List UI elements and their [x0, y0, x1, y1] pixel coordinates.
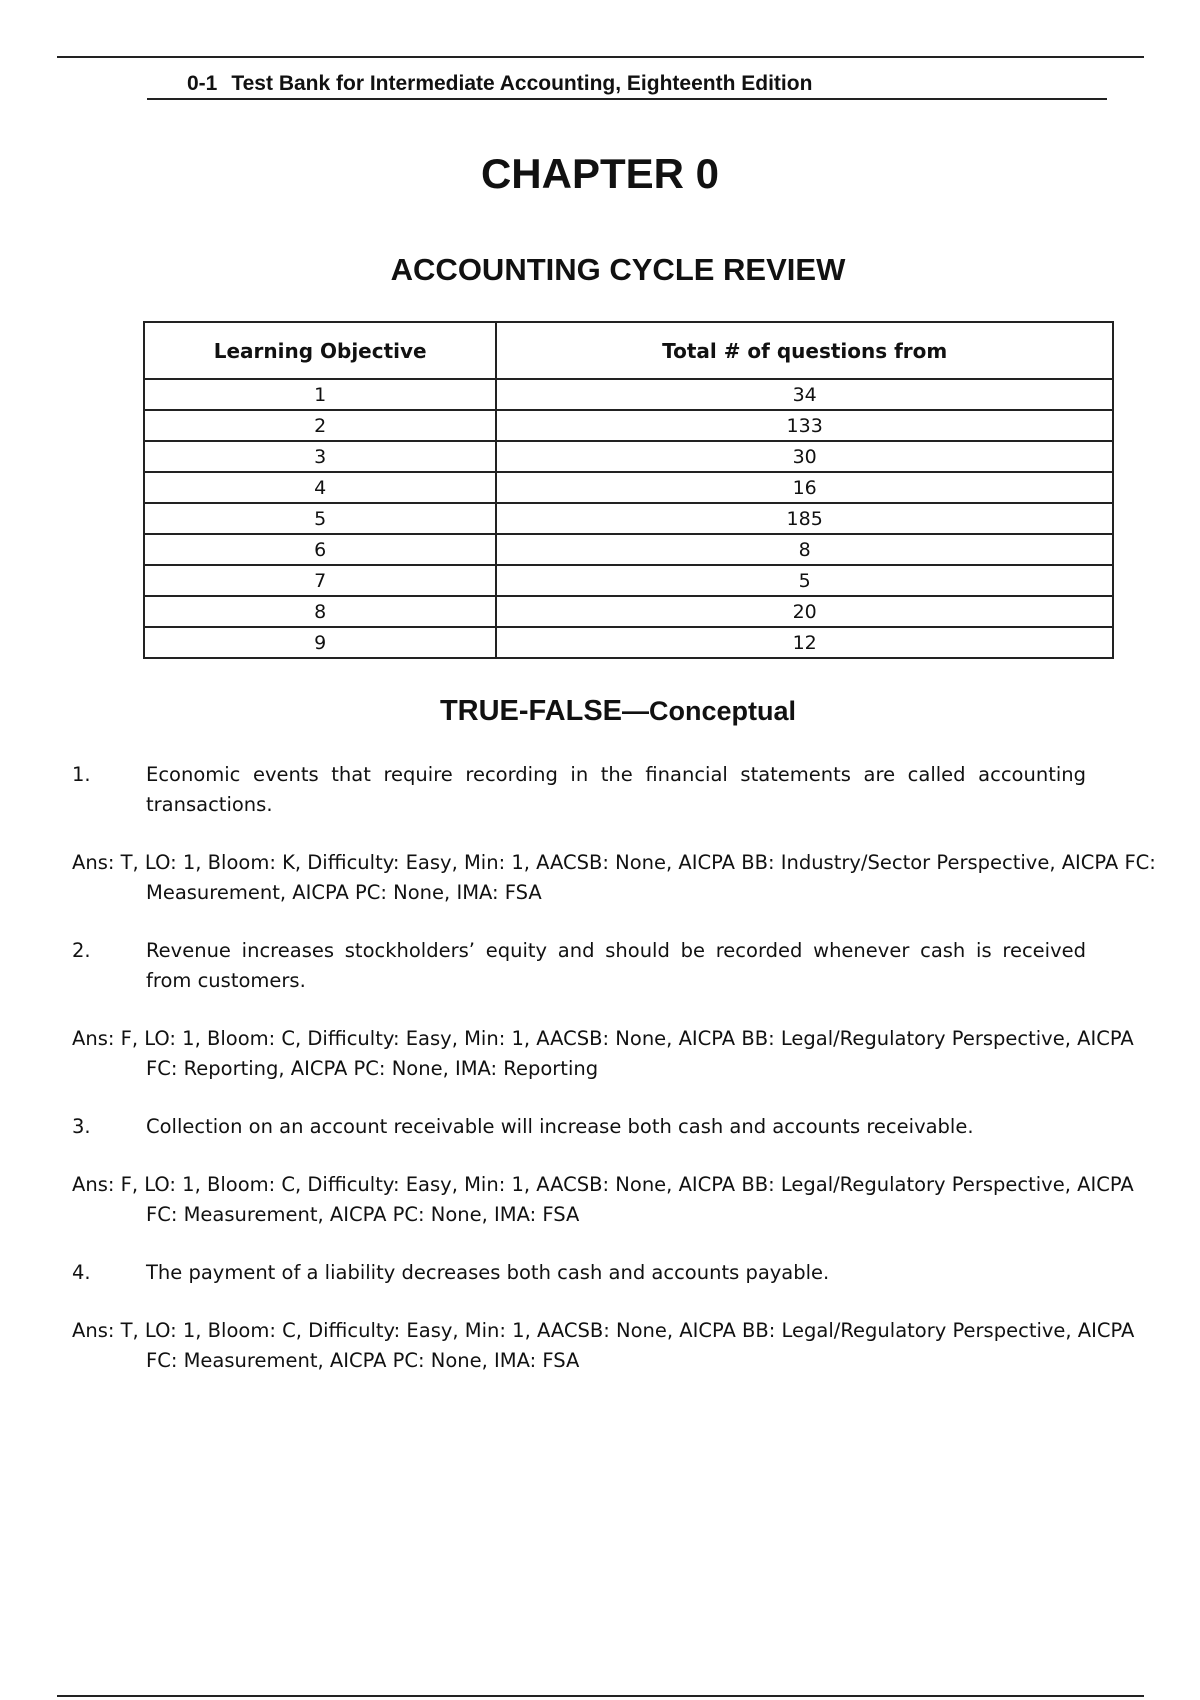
learning-objective-table	[143, 321, 1114, 659]
count-cell: 34	[496, 379, 1113, 410]
section-title: TRUE-FALSE	[439, 695, 623, 727]
header-learning-objective: Learning Objective	[144, 322, 496, 379]
question-text: The payment of a liability decreases both cash and accounts payable.	[146, 1261, 830, 1284]
count-cell: 8	[496, 534, 1113, 565]
count-cell: 12	[496, 627, 1113, 658]
count-cell: 185	[496, 503, 1113, 534]
lo-cell: 6	[144, 534, 496, 565]
header-total-questions: Total # of questions from	[496, 322, 1113, 379]
question-item	[0, 936, 1200, 996]
question-number: 1.	[72, 763, 91, 786]
table-row	[144, 379, 1113, 410]
lo-cell: 8	[144, 596, 496, 627]
lo-cell: 1	[144, 379, 496, 410]
lo-cell: 4	[144, 472, 496, 503]
book-title: Test Bank for Intermediate Accounting, Eighteenth Edition	[231, 72, 813, 95]
answer-line: Ans: T, LO: 1, Bloom: K, Difficulty: Easy, Min: 1, AACSB: None, AICPA BB: Industry/Sector Perspective, AICPA FC: Measurement, AICPA PC: None, IMA: FSA	[72, 851, 1156, 904]
question-text: Collection on an account receivable will increase both cash and accounts receivable.	[146, 1115, 974, 1138]
count-cell: 30	[496, 441, 1113, 472]
table-row	[144, 565, 1113, 596]
lo-cell: 5	[144, 503, 496, 534]
table-row	[144, 410, 1113, 441]
chapter-title: CHAPTER 0	[480, 150, 720, 197]
lo-cell: 2	[144, 410, 496, 441]
count-cell: 20	[496, 596, 1113, 627]
table-row	[144, 472, 1113, 503]
answer-line: Ans: T, LO: 1, Bloom: C, Difficulty: Easy, Min: 1, AACSB: None, AICPA BB: Legal/Regulatory Perspective, AICPA FC: Measurement, AICPA PC: None, IMA: FSA	[72, 1319, 1135, 1372]
answer-line: Ans: F, LO: 1, Bloom: C, Difficulty: Easy, Min: 1, AACSB: None, AICPA BB: Legal/Regulatory Perspective, AICPA FC: Measurement, AICPA PC: None, IMA: FSA	[72, 1173, 1134, 1226]
section-subtitle: Conceptual	[649, 696, 797, 726]
table-header-row	[144, 322, 1113, 379]
question-item	[0, 760, 1200, 820]
true-false-heading	[0, 695, 1200, 728]
question-text: Economic events that require recording in the financial statements are called accounting transactions.	[146, 763, 1086, 816]
table-row	[144, 441, 1113, 472]
table-row	[144, 534, 1113, 565]
answer-line: Ans: F, LO: 1, Bloom: C, Difficulty: Easy, Min: 1, AACSB: None, AICPA BB: Legal/Regulatory Perspective, AICPA FC: Reporting, AICPA PC: None, IMA: Reporting	[72, 1027, 1134, 1080]
lo-cell: 7	[144, 565, 496, 596]
section-dash: —	[622, 696, 650, 726]
count-cell: 16	[496, 472, 1113, 503]
top-rule	[57, 56, 1144, 58]
questions-list	[0, 760, 1200, 1404]
chapter-subtitle: ACCOUNTING CYCLE REVIEW	[390, 252, 846, 287]
question-number: 4.	[72, 1261, 91, 1284]
count-cell: 5	[496, 565, 1113, 596]
lo-cell: 9	[144, 627, 496, 658]
lo-cell: 3	[144, 441, 496, 472]
table-row	[144, 627, 1113, 658]
question-number: 3.	[72, 1115, 91, 1138]
question-item	[0, 1112, 1200, 1142]
count-cell: 133	[496, 410, 1113, 441]
table-row	[144, 596, 1113, 627]
running-header	[147, 72, 1107, 100]
question-item	[0, 1258, 1200, 1288]
question-number: 2.	[72, 939, 91, 962]
bottom-rule	[57, 1695, 1144, 1697]
question-text: Revenue increases stockholders’ equity and should be recorded whenever cash is received from customers.	[146, 939, 1086, 992]
table-row	[144, 503, 1113, 534]
page-label: 0-1	[187, 72, 218, 95]
